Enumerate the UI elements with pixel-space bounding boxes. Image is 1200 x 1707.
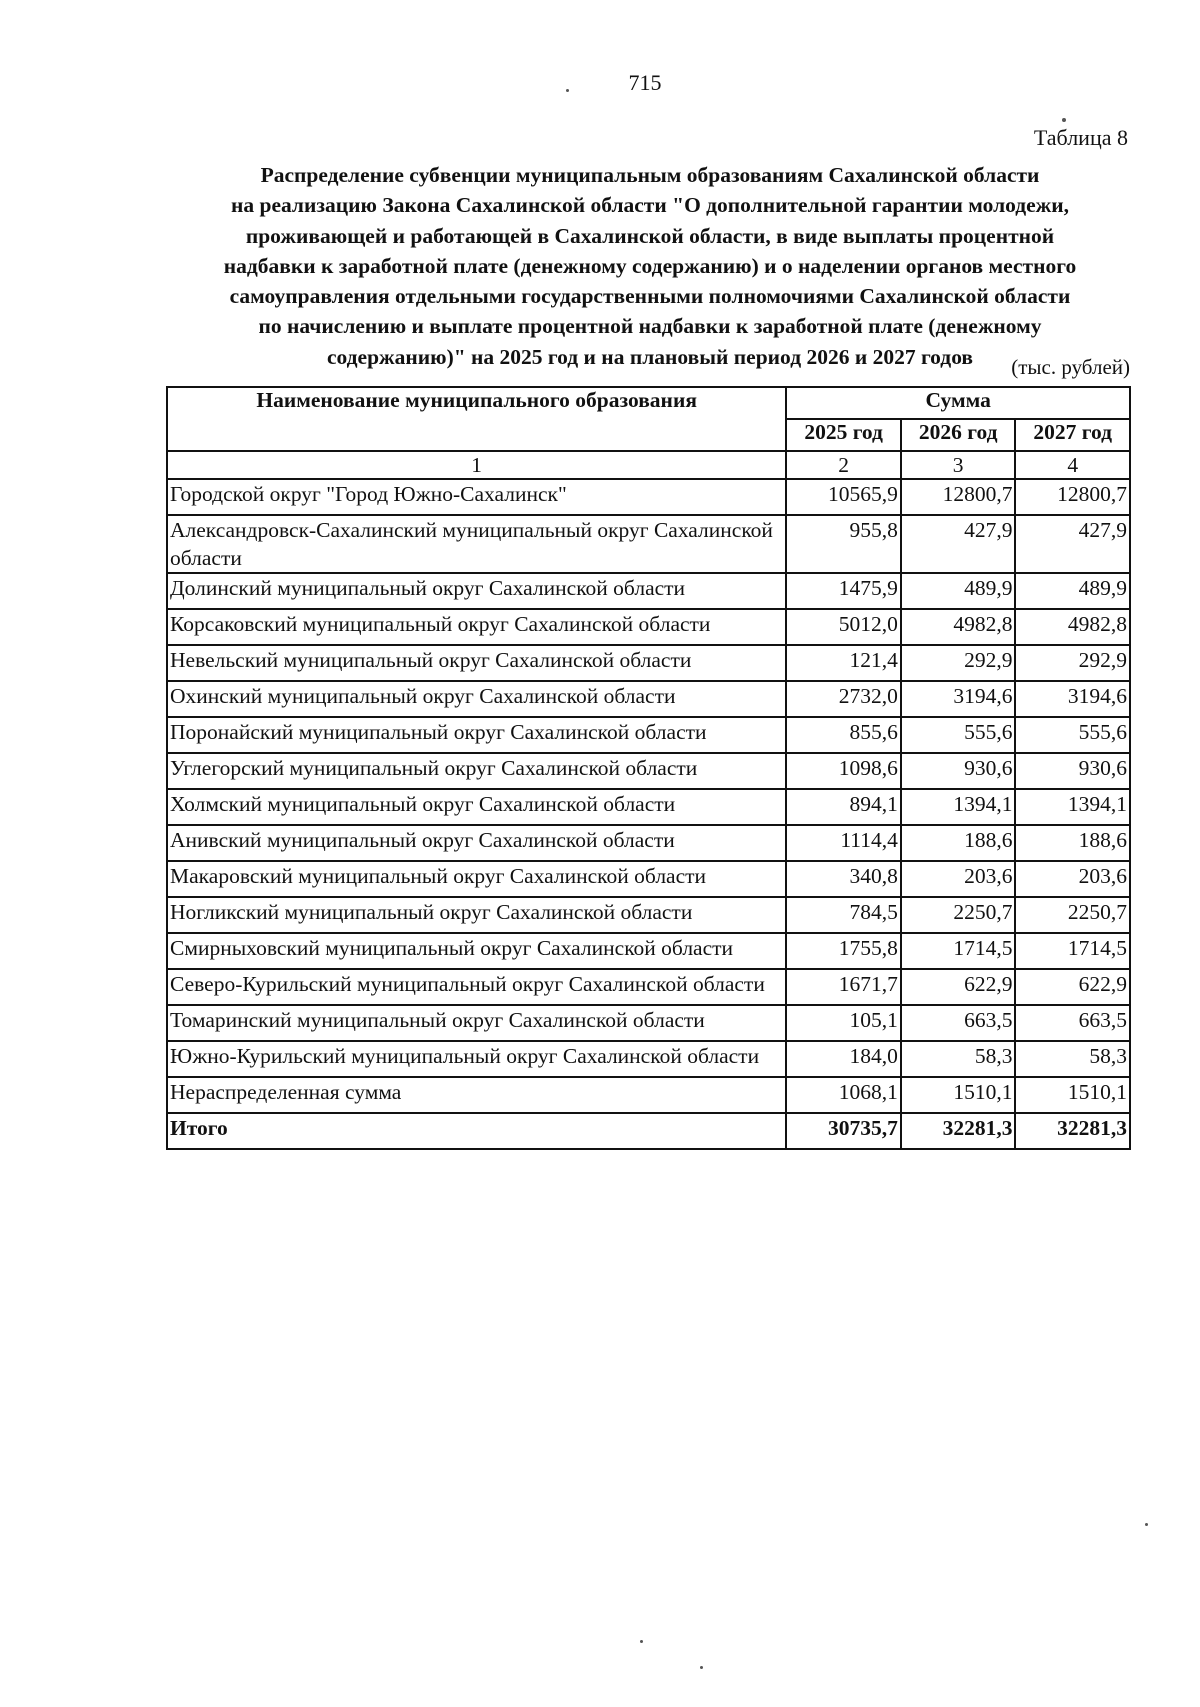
title-line: самоуправления отдельными государственными полномочиями Сахалинской области: [229, 284, 1071, 309]
amount-2026: 2250,7: [901, 897, 1016, 933]
amount-2025: 105,1: [786, 1005, 901, 1041]
municipality-name: Макаровский муниципальный округ Сахалинской области: [167, 861, 786, 897]
table-row: [167, 969, 1130, 1005]
amount-2026: 203,6: [901, 861, 1016, 897]
header-year-2025: 2025 год: [786, 419, 901, 451]
header-sum: Сумма: [786, 387, 1130, 419]
amount-2026: 4982,8: [901, 609, 1016, 645]
municipality-name: Долинский муниципальный округ Сахалинской области: [167, 573, 786, 609]
page-number: 715: [628, 70, 662, 95]
amount-2025: 784,5: [786, 897, 901, 933]
amount-2025: 340,8: [786, 861, 901, 897]
table-row: [167, 645, 1130, 681]
amount-2025: 1755,8: [786, 933, 901, 969]
amount-2027: 622,9: [1015, 969, 1130, 1005]
amount-2027: 663,5: [1015, 1005, 1130, 1041]
amount-2027: 2250,7: [1015, 897, 1130, 933]
municipality-name: Углегорский муниципальный округ Сахалинской области: [167, 753, 786, 789]
table-row: [167, 825, 1130, 861]
total-2026: 32281,3: [901, 1113, 1016, 1149]
amount-2025: 855,6: [786, 717, 901, 753]
table-row: [167, 681, 1130, 717]
table-row: [167, 861, 1130, 897]
column-number: 1: [167, 451, 786, 479]
title-line: по начислению и выплате процентной надбавки к заработной плате (денежному: [258, 314, 1042, 339]
title-line: Распределение субвенции муниципальным образованиям Сахалинской области: [260, 163, 1040, 187]
header-name: Наименование муниципального образования: [167, 387, 786, 451]
title-line: надбавки к заработной плате (денежному содержанию) и о наделении органов местного: [223, 253, 1077, 278]
amount-2025: 1114,4: [786, 825, 901, 861]
units-label: (тыс. рублей): [1011, 355, 1130, 379]
scan-speck: [1062, 118, 1066, 122]
table-row: [167, 753, 1130, 789]
total-row: [167, 1113, 1130, 1149]
total-2027: 32281,3: [1015, 1113, 1130, 1149]
table-row: [167, 789, 1130, 825]
municipality-name: Анивский муниципальный округ Сахалинской области: [167, 825, 786, 861]
table-row: [167, 479, 1130, 515]
amount-2026: 3194,6: [901, 681, 1016, 717]
amount-2026: 292,9: [901, 645, 1016, 681]
amount-2025: 121,4: [786, 645, 901, 681]
table-row: [167, 717, 1130, 753]
table-row: [167, 933, 1130, 969]
municipality-name: Невельский муниципальный округ Сахалинской области: [167, 645, 786, 681]
amount-2026: 188,6: [901, 825, 1016, 861]
scan-speck: [640, 1640, 643, 1643]
title-line: проживающей и работающей в Сахалинской области, в виде выплаты процентной: [245, 223, 1055, 248]
table-row: [167, 1005, 1130, 1041]
amount-2025: 1671,7: [786, 969, 901, 1005]
scan-speck: [700, 1666, 703, 1669]
table-row: [167, 515, 1130, 573]
amount-2026: 427,9: [901, 515, 1016, 573]
amount-2026: 12800,7: [901, 479, 1016, 515]
municipality-name: Смирныховский муниципальный округ Сахалинской области: [167, 933, 786, 969]
document-title: [150, 160, 1150, 372]
amount-2027: 489,9: [1015, 573, 1130, 609]
municipality-name: Ногликский муниципальный округ Сахалинской области: [167, 897, 786, 933]
amount-2025: 184,0: [786, 1041, 901, 1077]
amount-2027: 427,9: [1015, 515, 1130, 573]
amount-2026: 1394,1: [901, 789, 1016, 825]
title-line: содержанию)" на 2025 год и на плановый период 2026 и 2027 годов: [326, 344, 974, 369]
amount-2027: 12800,7: [1015, 479, 1130, 515]
amount-2027: 1510,1: [1015, 1077, 1130, 1113]
amount-2025: 894,1: [786, 789, 901, 825]
amount-2027: 555,6: [1015, 717, 1130, 753]
municipality-name: Холмский муниципальный округ Сахалинской области: [167, 789, 786, 825]
table-label: Таблица 8: [1033, 125, 1128, 150]
amount-2026: 555,6: [901, 717, 1016, 753]
amount-2027: 1714,5: [1015, 933, 1130, 969]
column-number: 4: [1015, 451, 1130, 479]
amount-2025: 1068,1: [786, 1077, 901, 1113]
amount-2025: 1098,6: [786, 753, 901, 789]
municipality-name: Южно-Курильский муниципальный округ Сахалинской области: [167, 1041, 786, 1077]
table-row: [167, 1077, 1130, 1113]
scan-speck: [566, 89, 569, 92]
amount-2027: 1394,1: [1015, 789, 1130, 825]
amount-2025: 10565,9: [786, 479, 901, 515]
municipality-name: Нераспределенная сумма: [167, 1077, 786, 1113]
table-row: [167, 897, 1130, 933]
header-year-2027: 2027 год: [1015, 419, 1130, 451]
table-body: [167, 479, 1130, 1149]
amount-2027: 188,6: [1015, 825, 1130, 861]
municipality-name: Корсаковский муниципальный округ Сахалинской области: [167, 609, 786, 645]
amount-2025: 5012,0: [786, 609, 901, 645]
table-row: [167, 573, 1130, 609]
amount-2026: 489,9: [901, 573, 1016, 609]
scan-speck: [1145, 1523, 1148, 1526]
allocation-table: [166, 386, 1131, 1150]
amount-2027: 203,6: [1015, 861, 1130, 897]
amount-2027: 3194,6: [1015, 681, 1130, 717]
municipality-name: Северо-Курильский муниципальный округ Сахалинской области: [167, 969, 786, 1005]
amount-2026: 1510,1: [901, 1077, 1016, 1113]
municipality-name: Городской округ "Город Южно-Сахалинск": [167, 479, 786, 515]
municipality-name: Поронайский муниципальный округ Сахалинской области: [167, 717, 786, 753]
amount-2026: 930,6: [901, 753, 1016, 789]
amount-2025: 2732,0: [786, 681, 901, 717]
amount-2027: 58,3: [1015, 1041, 1130, 1077]
amount-2026: 58,3: [901, 1041, 1016, 1077]
amount-2025: 955,8: [786, 515, 901, 573]
total-label: Итого: [167, 1113, 786, 1149]
amount-2027: 292,9: [1015, 645, 1130, 681]
table-row: [167, 609, 1130, 645]
total-2025: 30735,7: [786, 1113, 901, 1149]
amount-2025: 1475,9: [786, 573, 901, 609]
table-row: [167, 1041, 1130, 1077]
amount-2026: 622,9: [901, 969, 1016, 1005]
amount-2027: 930,6: [1015, 753, 1130, 789]
title-line: на реализацию Закона Сахалинской области "О дополнительной гарантии молодежи,: [230, 193, 1070, 218]
column-number: 3: [901, 451, 1016, 479]
column-number: 2: [786, 451, 901, 479]
header-year-2026: 2026 год: [901, 419, 1016, 451]
amount-2026: 1714,5: [901, 933, 1016, 969]
amount-2027: 4982,8: [1015, 609, 1130, 645]
municipality-name: Томаринский муниципальный округ Сахалинской области: [167, 1005, 786, 1041]
municipality-name: Охинский муниципальный округ Сахалинской области: [167, 681, 786, 717]
amount-2026: 663,5: [901, 1005, 1016, 1041]
municipality-name: Александровск-Сахалинский муниципальный округ Сахалинской области: [167, 515, 786, 573]
